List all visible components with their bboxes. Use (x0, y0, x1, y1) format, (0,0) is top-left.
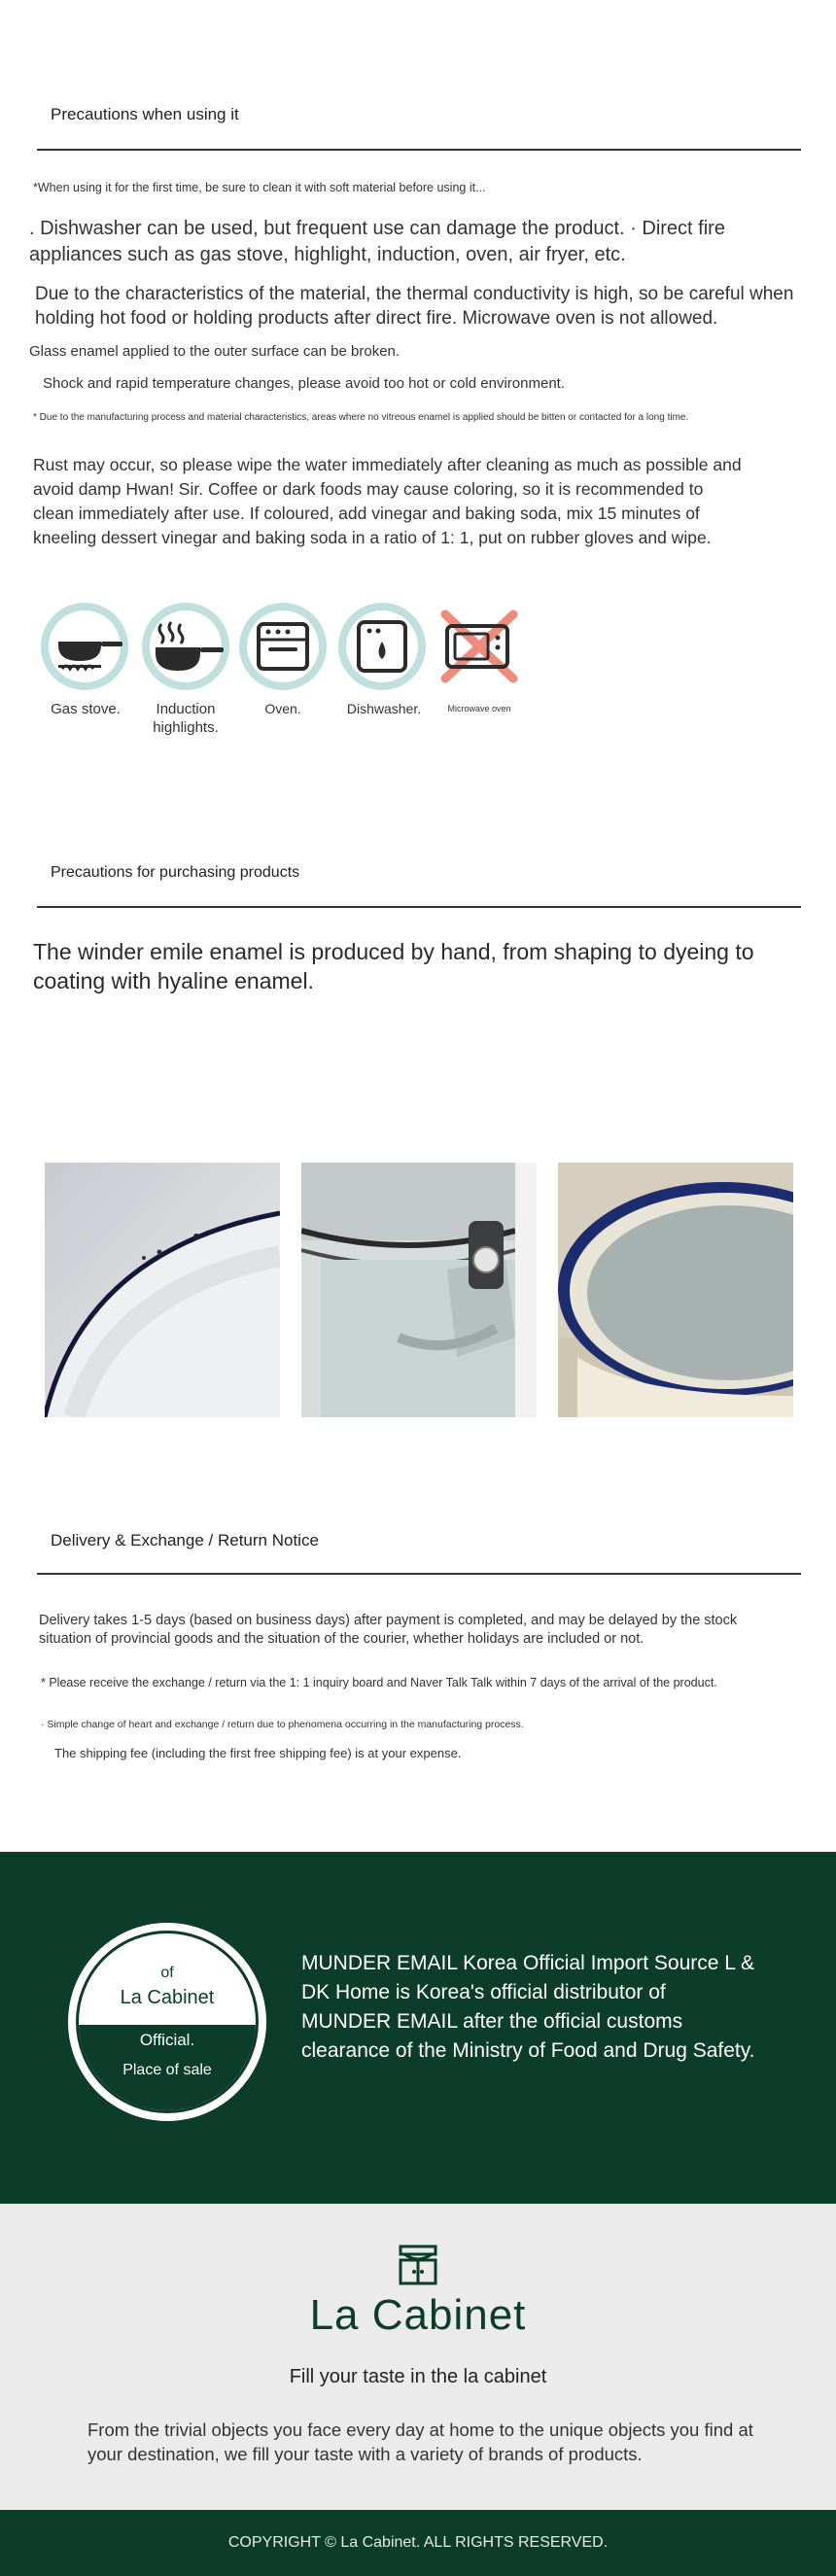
usage-note-glass: Glass enamel applied to the outer surface can be broken. (29, 343, 401, 360)
seal-brand: La Cabinet (120, 1987, 215, 2008)
gas-stove-icon (41, 603, 128, 690)
delivery-note-change-of-heart: · Simple change of heart and exchange / return due to phenomena occurring in the manufacturing process. (41, 1719, 524, 1730)
dishwasher-icon (338, 603, 426, 690)
section-divider (37, 1573, 801, 1575)
section-divider (37, 149, 801, 151)
usage-note-first-use: *When using it for the first time, be sure to clean it with soft material before using it... (33, 181, 486, 194)
official-distributor-banner (0, 1852, 836, 2204)
cabinet-logo-icon (397, 2243, 439, 2285)
appliance-label-oven: Oven. (264, 701, 301, 716)
product-photo-jar-clasp (301, 1163, 537, 1417)
section-divider (37, 906, 801, 908)
oven-icon (239, 603, 327, 690)
usage-note-thermal: Due to the characteristics of the material, the thermal conductivity is high, so be careful when holding hot food or holding products after direct fire. Microwave oven is not allowed. (35, 284, 794, 329)
section-title-delivery: Delivery & Exchange / Return Notice (51, 1531, 319, 1549)
appliance-label-induction: Induction highlights. (153, 701, 219, 736)
appliance-label-gas: Gas stove. (51, 701, 121, 717)
seal-official: Official. (139, 2031, 195, 2049)
handmade-headline: The winder emile enamel is produced by hand, from shaping to dyeing to coating with hyaline enamel. (33, 939, 754, 993)
delivery-note-timing: Delivery takes 1-5 days (based on business days) after payment is completed, and may be delayed by the stock situation of provincial goods and the situation of the courier, whether holidays are included or not. (39, 1613, 738, 1647)
appliance-label-microwave: Microwave oven (447, 704, 511, 714)
delivery-note-exchange: * Please receive the exchange / return via the 1: 1 inquiry board and Naver Talk Talk within 7 days of the arrival of the product. (41, 1676, 717, 1689)
footer-brand-area (0, 2204, 836, 2510)
usage-note-vitreous: * Due to the manufacturing process and material characteristics, areas where no vitreous enamel is applied should be bitten or contacted for a long time. (33, 412, 689, 423)
official-seal (68, 1923, 266, 2121)
section-title-usage: Precautions when using it (51, 105, 239, 123)
microwave-crossed-icon (435, 605, 523, 692)
product-photo-blue-rim (558, 1163, 793, 1417)
appliance-label-dishwasher: Dishwasher. (346, 701, 422, 716)
product-photo-rim (45, 1163, 280, 1417)
usage-note-rust: Rust may occur, so please wipe the water immediately after cleaning as much as possible and avoid damp Hwan! Sir. Coffee or dark foods may cause coloring, so it is recommended to clean immediately after use. If coloured, add vinegar and baking soda, mix 15 minutes of kneeling dessert vinegar and baking soda in a ratio of 1: 1, put on rubber gloves and wipe. (33, 455, 742, 547)
footer-tagline: Fill your taste in the la cabinet (289, 2366, 547, 2387)
seal-of: of (160, 1965, 174, 1981)
official-import-text: MUNDER EMAIL Korea Official Import Source L & DK Home is Korea's official distributor of MUNDER EMAIL after the official customs clearance of the Ministry of Food and Drug Safety. (301, 1952, 755, 2062)
seal-place-of-sale: Place of sale (122, 2062, 212, 2078)
usage-note-shock: Shock and rapid temperature changes, please avoid too hot or cold environment. (43, 375, 565, 392)
induction-pan-icon (142, 603, 229, 690)
footer-brand-name: La Cabinet (309, 2291, 527, 2339)
usage-note-dishwasher: . Dishwasher can be used, but frequent use can damage the product. · Direct fire appliances such as gas stove, highlight, induction, oven, air fryer, etc. (29, 218, 725, 265)
section-title-purchasing: Precautions for purchasing products (51, 864, 300, 881)
delivery-note-shipping-fee: The shipping fee (including the first free shipping fee) is at your expense. (54, 1746, 462, 1760)
footer-description: From the trivial objects you face every day at home to the unique objects you find at your destination, we fill your taste with a variety of brands of products. (87, 2419, 753, 2464)
copyright-text: COPYRIGHT © La Cabinet. ALL RIGHTS RESERVED. (0, 2510, 836, 2576)
